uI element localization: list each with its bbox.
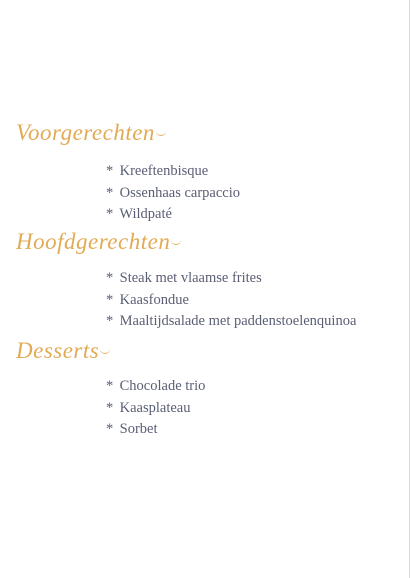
dish-item: * Wildpaté [106,204,240,226]
bullet-star: * [106,184,114,201]
dish-item: * Sorbet [106,419,205,441]
dish-list [106,268,356,333]
bullet-star: * [106,291,114,308]
heading-swash-decoration [100,347,110,354]
bullet-star: * [106,206,114,222]
dish-list [106,376,205,441]
bullet-star: * [106,163,114,179]
dish-list [106,161,240,226]
bullet-star: * [106,399,114,416]
dish-item: * Chocolade trio [106,376,205,398]
dish-item: * Steak met vlaamse frites [106,268,356,290]
section-heading: Voorgerechten [16,121,166,144]
dish-item: * Maaltijdsalade met paddenstoelenquinoa [106,311,356,333]
heading-swash-decoration [171,238,181,245]
section-heading: Desserts [16,339,110,362]
bullet-star: * [106,313,114,329]
bullet-star: * [106,378,114,394]
bullet-star: * [106,270,114,286]
dish-item: * Kaasplateau [106,398,205,420]
dish-item: * Kaasfondue [106,290,356,312]
section-heading: Hoofdgerechten [16,230,181,253]
dish-item: * Ossenhaas carpaccio [106,183,240,205]
bullet-star: * [106,421,114,437]
heading-swash-decoration [156,129,166,136]
dish-item: * Kreeftenbisque [106,161,240,183]
